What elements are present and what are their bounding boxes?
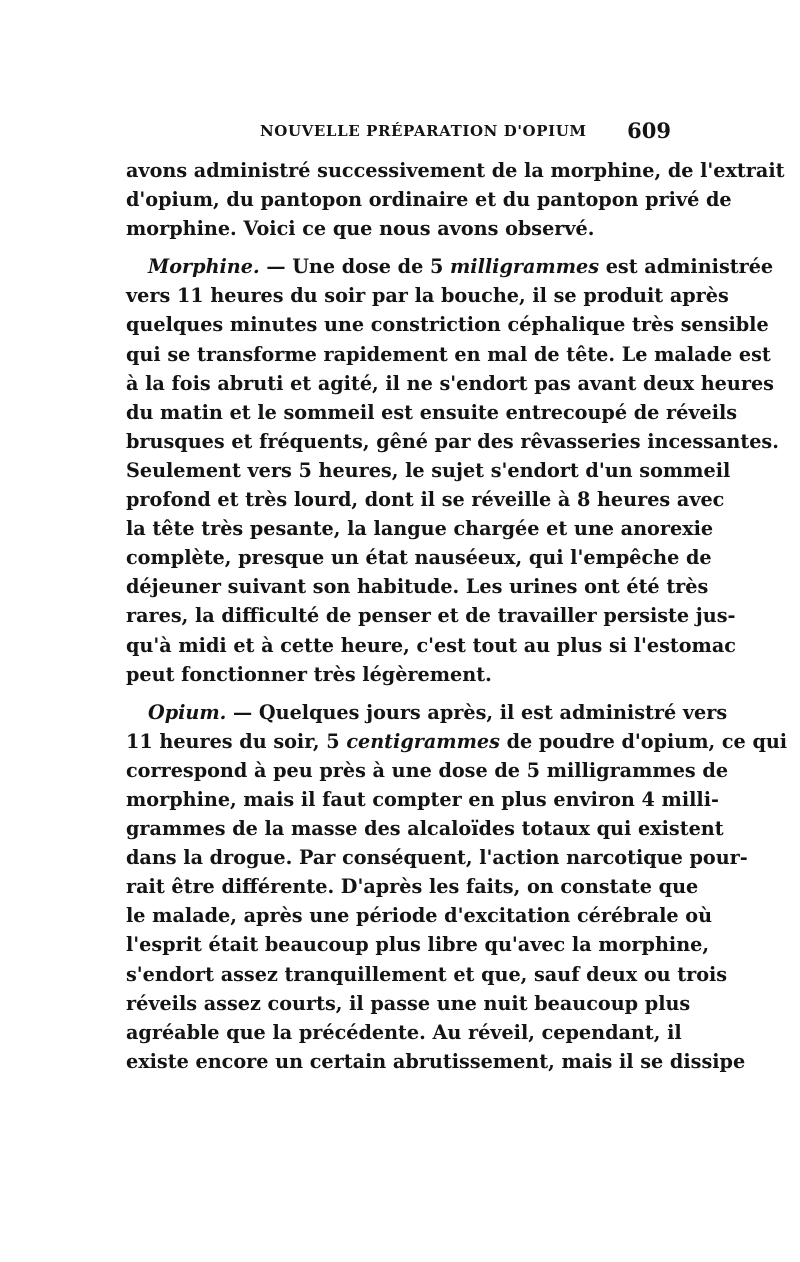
section-label-morphine: Morphine. [148, 255, 260, 279]
text-line: qu'à midi et à cette heure, c'est tout au plus si l'estomac [126, 633, 736, 657]
paragraph-opium [126, 698, 788, 1076]
text-line: agréable que la précédente. Au réveil, cependant, il [126, 1020, 682, 1044]
text-line: morphine, mais il faut compter en plus environ 4 milli- [126, 787, 719, 811]
text-line-lead [126, 698, 728, 727]
text-line: rait être différente. D'après les faits, on constate que [126, 875, 699, 899]
text-line: grammes de la masse des alcaloïdes totaux qui existent [126, 817, 724, 841]
running-title: NOUVELLE PRÉPARATION D'OPIUM [260, 122, 587, 140]
text-line: dans la drogue. Par conséquent, l'action narcotique pour- [126, 846, 748, 870]
text-line [126, 727, 788, 756]
text-run: — Quelques jours après, il est administré vers [226, 700, 728, 724]
text-line: morphine. Voici ce que nous avons observé. [126, 217, 595, 241]
text-line: quelques minutes une constriction céphalique très sensible [126, 313, 769, 337]
page-number: 609 [627, 118, 671, 143]
paragraph-intro [126, 156, 785, 243]
text-run: 11 heures du soir, 5 [126, 729, 347, 753]
text-line: rares, la difficulté de penser et de travailler persiste jus- [126, 604, 736, 628]
text-line: avons administré successivement de la morphine, de l'extrait [126, 159, 785, 182]
text-line: existe encore un certain abrutissement, mais il se dissipe [126, 1049, 746, 1073]
running-head [126, 118, 671, 148]
text-line-lead [126, 252, 774, 281]
text-line: s'endort assez tranquillement et que, sauf deux ou trois [126, 962, 728, 986]
text-line: d'opium, du pantopon ordinaire et du pantopon privé de [126, 188, 732, 212]
text-line: du matin et le sommeil est ensuite entrecoupé de réveils [126, 400, 738, 424]
text-line: à la fois abruti et agité, il ne s'endort pas avant deux heures [126, 371, 774, 395]
text-line: réveils assez courts, il passe une nuit beaucoup plus [126, 991, 691, 1015]
text-line: complète, presque un état nauséeux, qui l'empêche de [126, 546, 712, 570]
text-line: la tête très pesante, la langue chargée et une anorexie [126, 517, 714, 541]
paragraph-morphine [126, 252, 779, 688]
text-line: peut fonctionner très légèrement. [126, 662, 492, 686]
text-line: l'esprit était beaucoup plus libre qu'avec la morphine, [126, 933, 710, 957]
text-run: de poudre d'opium, ce qui [499, 729, 788, 753]
text-line: Seulement vers 5 heures, le sujet s'endort d'un sommeil [126, 458, 731, 482]
emphasis-centigrammes: centigrammes [346, 729, 500, 753]
text-line: profond et très lourd, dont il se réveille à 8 heures avec [126, 488, 725, 512]
text-line: brusques et fréquents, gêné par des rêvasseries incessantes. [126, 429, 779, 453]
text-run: est administrée [599, 255, 774, 279]
text-run: — Une dose de 5 [259, 255, 450, 279]
text-line: correspond à peu près à une dose de 5 milligrammes de [126, 758, 729, 782]
text-line: vers 11 heures du soir par la bouche, il se produit après [126, 284, 729, 308]
text-line: le malade, après une période d'excitation cérébrale où [126, 904, 713, 928]
section-label-opium: Opium. [148, 700, 227, 724]
text-line: déjeuner suivant son habitude. Les urines ont été très [126, 575, 709, 599]
emphasis-milligrammes: milligrammes [450, 255, 600, 279]
book-page [126, 118, 788, 1076]
text-line: qui se transforme rapidement en mal de tête. Le malade est [126, 342, 771, 366]
